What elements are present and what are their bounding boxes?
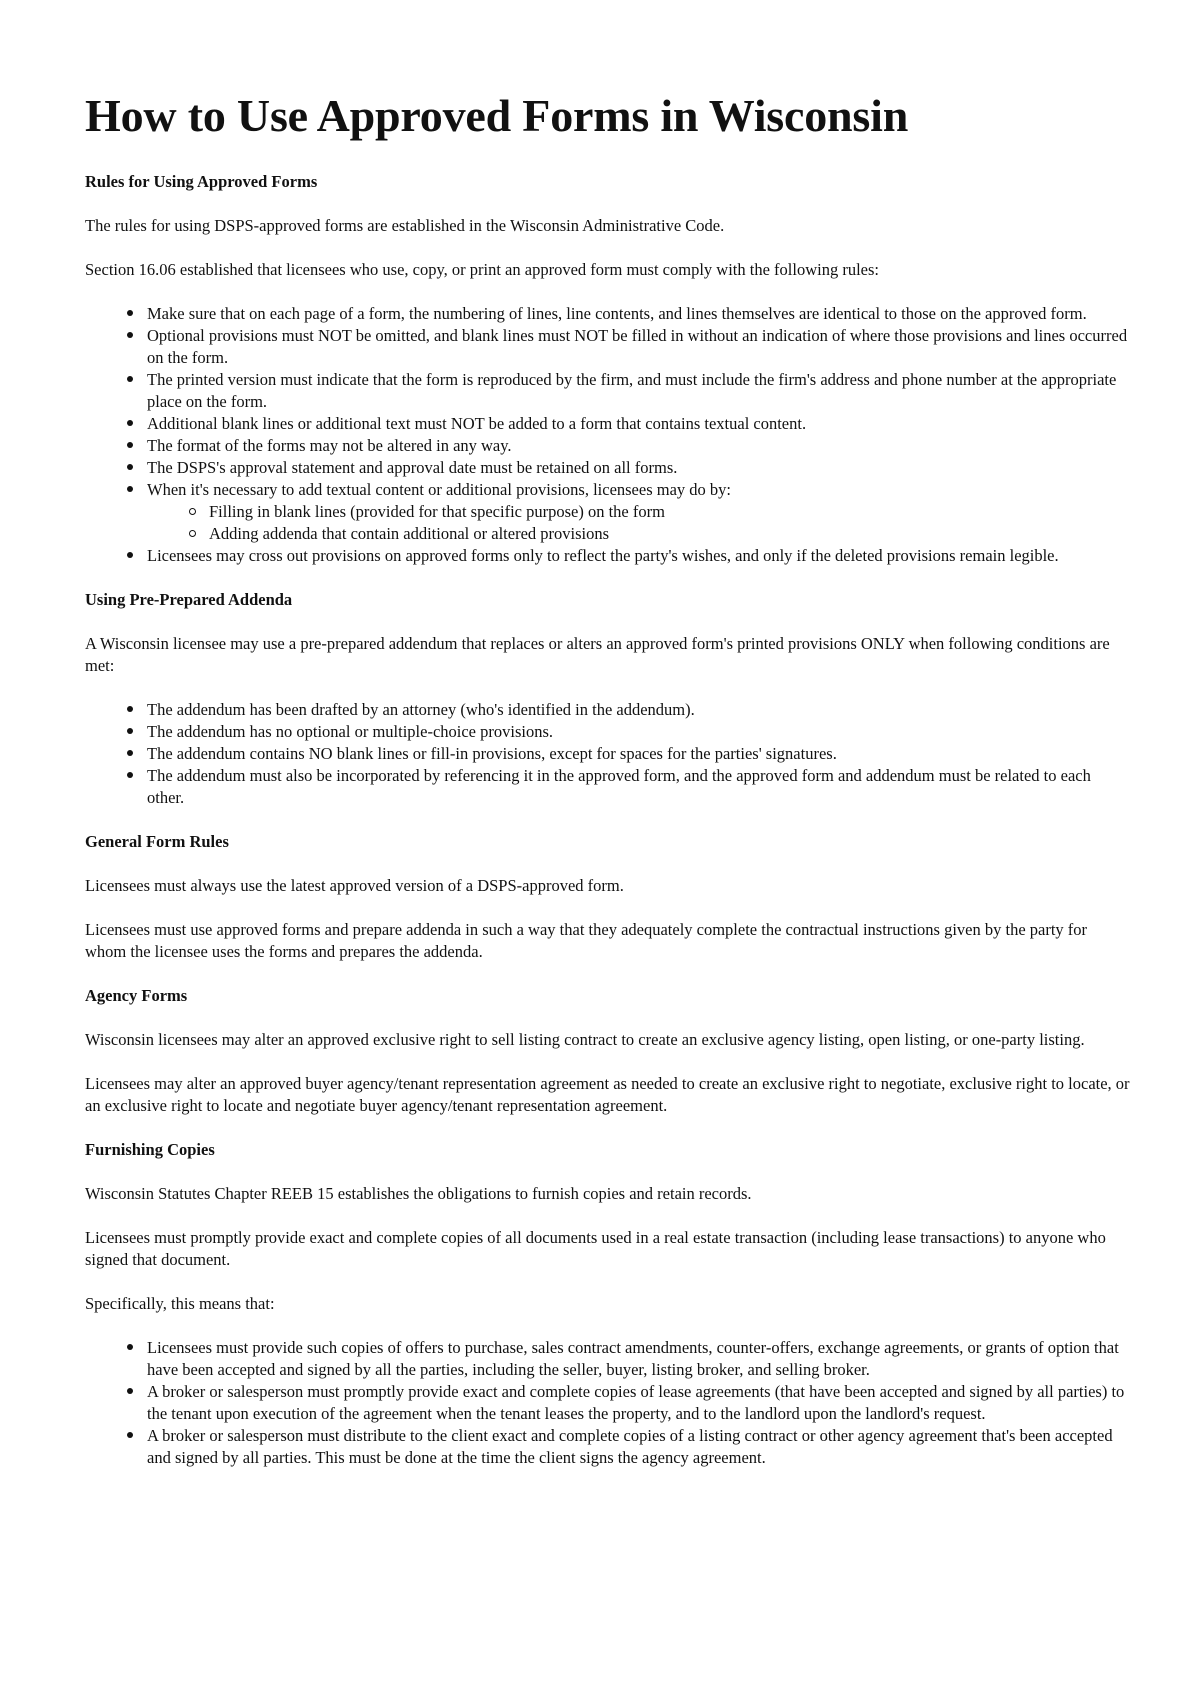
rules-paragraph-2: Section 16.06 established that licensees who use, copy, or print an approved form must comply with the following rules: (85, 260, 879, 279)
section-heading-rules: Rules for Using Approved Forms (85, 172, 318, 191)
list-item: Additional blank lines or additional text must NOT be added to a form that contains textual content. (147, 413, 1130, 435)
list-item: A broker or salesperson must promptly provide exact and complete copies of lease agreements (that have been accepted and signed by all parties) to the tenant upon execution of the agreement when the tenant leases the property, and to the landlord upon the landlord's request. (147, 1381, 1130, 1425)
addenda-list (85, 699, 1130, 809)
agency-paragraph-2: Licensees may alter an approved buyer agency/tenant representation agreement as needed to create an exclusive right to negotiate, exclusive right to locate, or an exclusive right to locate and negotiate buyer agency/tenant representation agreement. (85, 1074, 1130, 1115)
section-heading-agency: Agency Forms (85, 986, 188, 1005)
list-item: The addendum has been drafted by an attorney (who's identified in the addendum). (147, 699, 1130, 721)
list-item: The addendum has no optional or multiple-choice provisions. (147, 721, 1130, 743)
rules-sublist (147, 501, 1130, 545)
list-item: Make sure that on each page of a form, the numbering of lines, line contents, and lines themselves are identical to those on the approved form. (147, 303, 1130, 325)
rules-list (85, 303, 1130, 567)
general-paragraph-2: Licensees must use approved forms and prepare addenda in such a way that they adequately complete the contractual instructions given by the party for whom the licensee uses the forms and prepares the addenda. (85, 920, 1088, 961)
rules-paragraph-1: The rules for using DSPS-approved forms are established in the Wisconsin Administrative Code. (85, 216, 725, 235)
copies-paragraph-1: Wisconsin Statutes Chapter REEB 15 establishes the obligations to furnish copies and retain records. (85, 1184, 752, 1203)
sublist-item: Filling in blank lines (provided for that specific purpose) on the form (209, 501, 1130, 523)
list-item-text: When it's necessary to add textual content or additional provisions, licensees may do by: (147, 480, 731, 499)
copies-list (85, 1337, 1130, 1469)
page-title: How to Use Approved Forms in Wisconsin (85, 90, 909, 141)
list-item: The format of the forms may not be altered in any way. (147, 435, 1130, 457)
copies-paragraph-2: Licensees must promptly provide exact and complete copies of all documents used in a real estate transaction (including lease transactions) to anyone who signed that document. (85, 1228, 1106, 1269)
section-heading-addenda: Using Pre-Prepared Addenda (85, 590, 293, 609)
list-item: A broker or salesperson must distribute to the client exact and complete copies of a listing contract or other agency agreement that's been accepted and signed by all parties. This must be done at the time the client signs the agency agreement. (147, 1425, 1130, 1469)
list-item-with-sublist (147, 479, 1130, 545)
list-item: Licensees may cross out provisions on approved forms only to reflect the party's wishes, and only if the deleted provisions remain legible. (147, 545, 1130, 567)
list-item: Licensees must provide such copies of offers to purchase, sales contract amendments, counter-offers, exchange agreements, or grants of option that have been accepted and signed by all the parties, including the seller, buyer, listing broker, and selling broker. (147, 1337, 1130, 1381)
copies-paragraph-3: Specifically, this means that: (85, 1294, 275, 1313)
sublist-item: Adding addenda that contain additional or altered provisions (209, 523, 1130, 545)
list-item: Optional provisions must NOT be omitted, and blank lines must NOT be filled in without an indication of where those provisions and lines occurred on the form. (147, 325, 1130, 369)
general-paragraph-1: Licensees must always use the latest approved version of a DSPS-approved form. (85, 876, 624, 895)
addenda-paragraph-1: A Wisconsin licensee may use a pre-prepared addendum that replaces or alters an approved form's printed provisions ONLY when following conditions are met: (85, 634, 1110, 675)
list-item: The DSPS's approval statement and approval date must be retained on all forms. (147, 457, 1130, 479)
list-item: The addendum contains NO blank lines or fill-in provisions, except for spaces for the parties' signatures. (147, 743, 1130, 765)
list-item: The addendum must also be incorporated by referencing it in the approved form, and the approved form and addendum must be related to each other. (147, 765, 1130, 809)
section-heading-copies: Furnishing Copies (85, 1140, 215, 1159)
section-heading-general: General Form Rules (85, 832, 229, 851)
agency-paragraph-1: Wisconsin licensees may alter an approved exclusive right to sell listing contract to create an exclusive agency listing, open listing, or one-party listing. (85, 1030, 1085, 1049)
document (85, 80, 1130, 1491)
list-item: The printed version must indicate that the form is reproduced by the firm, and must include the firm's address and phone number at the appropriate place on the form. (147, 369, 1130, 413)
